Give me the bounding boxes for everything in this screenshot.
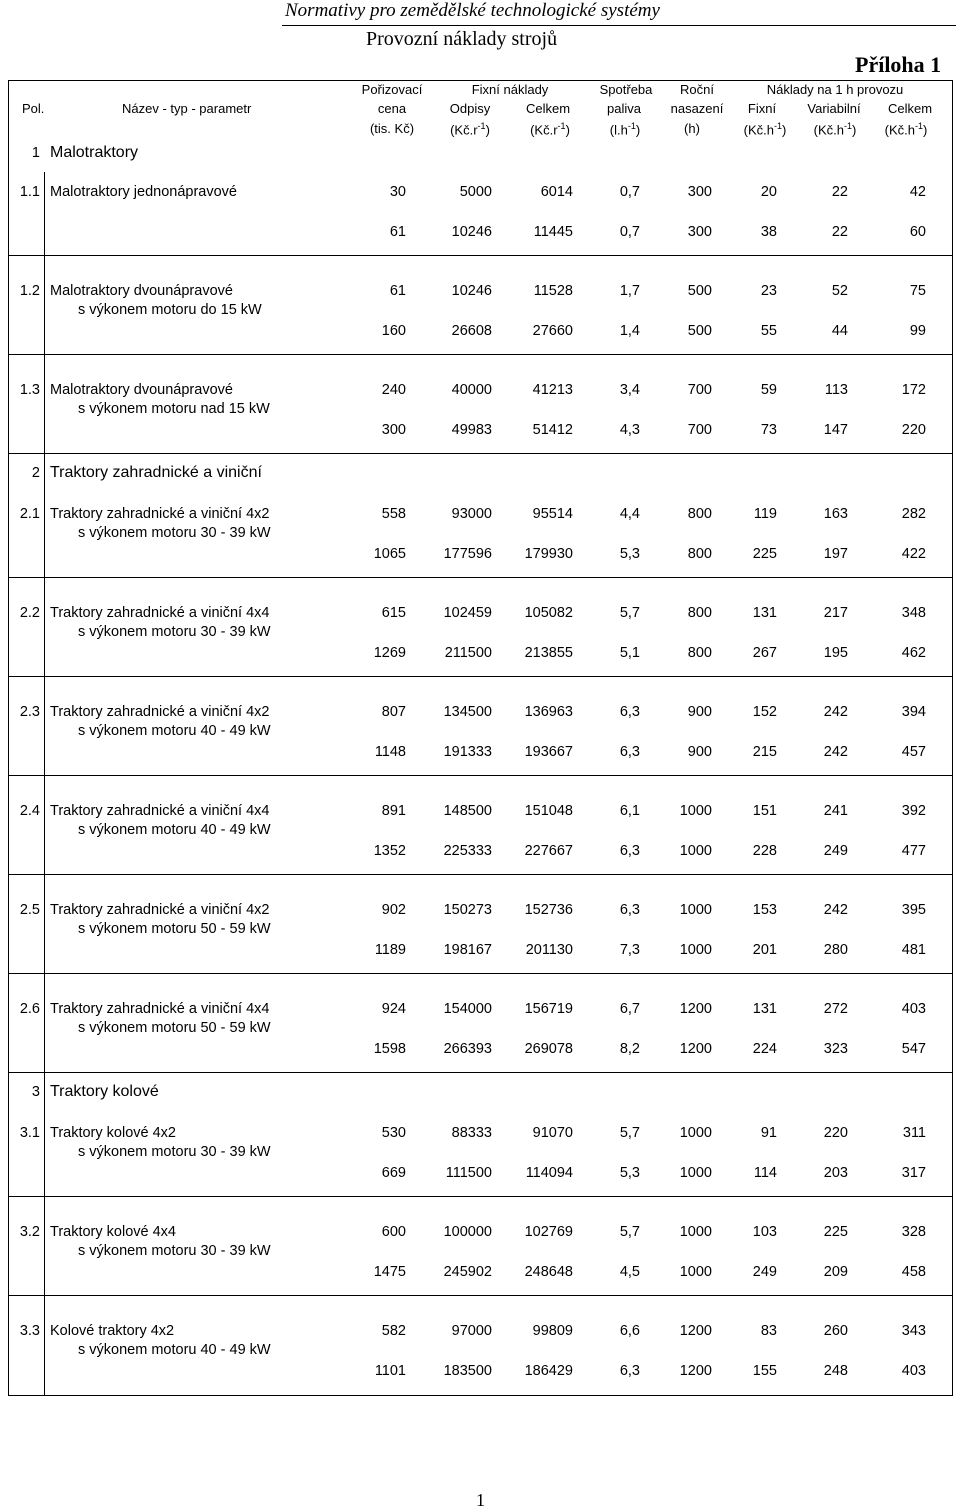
row-separator [8,775,953,776]
table-cell: 1598 [373,1041,406,1057]
item-parameter: s výkonem motoru 50 - 59 kW [78,921,271,937]
table-cell: 211500 [444,645,492,661]
table-cell: 225 [752,546,777,562]
table-cell: 1148 [374,744,406,760]
table-cell: 248 [823,1363,848,1379]
table-cell: 99 [909,323,926,339]
table-cell: 209 [823,1264,848,1280]
table-cell: 300 [687,184,712,200]
pol-column-rule [44,172,45,1396]
table-cell: 7,3 [619,942,640,958]
table-cell: 88333 [451,1125,492,1141]
table-cell: 131 [752,605,777,621]
table-cell: 220 [823,1125,848,1141]
table-cell: 260 [823,1323,848,1339]
table-cell: 6,6 [619,1323,640,1339]
header-rule [282,25,956,26]
table-cell: 114 [753,1165,777,1181]
column-header-name: Název - typ - parametr [122,101,252,116]
table-cell: 700 [687,422,712,438]
table-cell: 11528 [533,283,573,299]
table-cell: 151 [752,803,777,819]
table-cell: 191333 [443,744,492,760]
table-cell: 348 [901,605,926,621]
table-cell: 477 [901,843,926,859]
item-name: Traktory zahradnické a viniční 4x2 [50,506,270,522]
table-cell: 113 [824,382,848,398]
table-cell: 266393 [443,1041,492,1057]
column-header-unit: (tis. Kč) [369,121,415,136]
table-cell: 0,7 [619,184,640,200]
table-cell: 240 [381,382,406,398]
item-name: Traktory zahradnické a viniční 4x4 [50,803,270,819]
table-cell: 147 [823,422,848,438]
table-cell: 73 [760,422,777,438]
table-cell: 458 [901,1264,926,1280]
table-cell: 4,5 [619,1264,640,1280]
column-header-top: Náklady na 1 h provozu [766,82,904,97]
item-name: Traktory zahradnické a viniční 4x4 [50,605,270,621]
item-number: 2.5 [19,902,40,918]
table-cell: 20 [760,184,777,200]
unit-exponent: -1 [627,121,636,131]
table-cell: 23 [760,283,777,299]
item-parameter: s výkonem motoru 30 - 39 kW [78,624,271,640]
table-cell: 6,3 [619,843,640,859]
table-cell: 269078 [524,1041,573,1057]
item-name: Malotraktory dvounápravové [50,382,233,398]
section-title: Traktory kolové [50,1083,159,1100]
series-title: Normativy pro zemědělské technologické systémy [285,0,660,21]
table-cell: 1,4 [619,323,640,339]
table-cell: 395 [901,902,926,918]
column-header-unit: $(l.h^{-1})$ [609,121,641,138]
table-cell: 177596 [443,546,492,562]
section-title: Traktory zahradnické a viniční [50,464,262,481]
table-cell: 105082 [524,605,573,621]
table-cell: 83 [760,1323,777,1339]
table-cell: 317 [901,1165,926,1181]
table-cell: 311 [902,1125,926,1141]
table-cell: 422 [901,546,926,562]
row-separator [8,453,953,454]
table-cell: 323 [823,1041,848,1057]
table-cell: 800 [687,546,712,562]
item-name: Traktory kolové 4x2 [50,1125,176,1141]
column-header-unit: $(Kč.r^{-1})$ [450,121,490,138]
row-separator [8,973,953,974]
column-header-top: Fixní náklady [471,82,549,97]
table-cell: 41213 [532,382,573,398]
table-cell: 186429 [524,1363,573,1379]
table-cell: 227667 [524,843,573,859]
table-cell: 103 [752,1224,777,1240]
table-cell: 1000 [679,942,712,958]
table-cell: 1000 [679,1264,712,1280]
table-cell: 1200 [679,1041,712,1057]
table-cell: 225 [823,1224,848,1240]
table-cell: 582 [381,1323,406,1339]
table-cell: 198167 [443,942,492,958]
table-cell: 4,3 [619,422,640,438]
table-cell: 900 [687,744,712,760]
table-cell: 1200 [679,1001,712,1017]
item-name: Malotraktory dvounápravové [50,283,233,299]
table-cell: 6,7 [619,1001,640,1017]
table-cell: 155 [752,1363,777,1379]
table-cell: 891 [381,803,406,819]
table-cell: 61 [389,283,406,299]
page-title: Provozní náklady strojů [366,28,558,50]
table-cell: 1000 [679,803,712,819]
column-header-sub: Celkem [525,101,571,116]
table-cell: 22 [831,224,848,240]
table-cell: 215 [752,744,777,760]
item-name: Traktory kolové 4x4 [50,1224,176,1240]
table-cell: 1101 [374,1363,406,1379]
table-cell: 5,3 [619,546,640,562]
section-title: Malotraktory [50,144,139,161]
table-cell: 156719 [524,1001,573,1017]
table-cell: 800 [687,645,712,661]
item-number: 2.6 [19,1001,40,1017]
table-cell: 669 [381,1165,406,1181]
table-cell: 1,7 [619,283,640,299]
unit-exponent: -1 [557,121,566,131]
unit-exponent: -1 [843,121,853,131]
table-cell: 131 [752,1001,777,1017]
row-separator [8,874,953,875]
table-cell: 1189 [374,942,406,958]
table-cell: 136963 [524,704,573,720]
table-cell: 6014 [540,184,573,200]
unit-exponent: -1 [477,121,486,131]
table-cell: 119 [753,506,777,522]
table-cell: 152736 [524,902,573,918]
item-name: Traktory zahradnické a viniční 4x2 [50,902,270,918]
table-cell: 600 [381,1224,406,1240]
table-cell: 1352 [373,843,406,859]
table-cell: 10246 [451,224,492,240]
table-cell: 49983 [451,422,492,438]
unit-exponent: -1 [914,121,924,131]
table-cell: 1269 [373,645,406,661]
column-header-sub: Celkem [887,101,933,116]
table-cell: 220 [901,422,926,438]
column-header-sub: Variabilní [807,101,861,116]
table-cell: 3,4 [619,382,640,398]
table-cell: 1000 [679,902,712,918]
table-cell: 328 [901,1224,926,1240]
table-cell: 282 [901,506,926,522]
column-header-top: Roční [680,82,714,97]
table-cell: 800 [687,605,712,621]
column-header-sub: Fixní [747,101,777,116]
table-cell: 807 [381,704,406,720]
table-cell: 225333 [443,843,492,859]
table-cell: 10246 [451,283,492,299]
column-header-sub: nasazení [670,101,724,116]
table-cell: 6,1 [619,803,640,819]
item-number: 1.1 [19,184,40,200]
table-cell: 52 [831,283,848,299]
table-cell: 241 [823,803,848,819]
section-number: 3 [31,1084,40,1100]
row-separator [8,354,953,355]
column-header-unit: $(Kč.h^{-1})$ [813,121,857,138]
item-number: 2.3 [19,704,40,720]
table-cell: 1000 [679,1224,712,1240]
table-cell: 6,3 [619,704,640,720]
table-cell: 160 [381,323,406,339]
table-cell: 150273 [443,902,492,918]
table-cell: 179930 [524,546,573,562]
appendix-label: Příloha 1 [855,52,942,77]
table-cell: 6,3 [619,744,640,760]
table-cell: 59 [760,382,777,398]
row-separator [8,1295,953,1296]
table-cell: 6,3 [619,1363,640,1379]
table-cell: 201130 [525,942,573,958]
table-cell: 42 [909,184,926,200]
table-cell: 300 [687,224,712,240]
table-cell: 5,7 [619,1224,640,1240]
row-separator [8,1072,953,1073]
table-cell: 5,3 [619,1165,640,1181]
item-parameter: s výkonem motoru 40 - 49 kW [78,723,271,739]
table-cell: 22 [831,184,848,200]
table-cell: 154000 [443,1001,492,1017]
table-cell: 558 [381,506,406,522]
table-cell: 55 [760,323,777,339]
item-number: 2.1 [19,506,40,522]
column-header-unit: $(Kč.h^{-1})$ [884,121,928,138]
table-cell: 242 [823,704,848,720]
column-header-unit: $(Kč.r^{-1})$ [530,121,570,138]
item-name: Traktory zahradnické a viniční 4x4 [50,1001,270,1017]
table-cell: 457 [901,744,926,760]
table-cell: 902 [381,902,406,918]
table-cell: 38 [760,224,777,240]
section-number: 1 [31,145,40,161]
table-cell: 300 [381,422,406,438]
column-header-pol: Pol. [22,101,45,116]
item-number: 1.3 [19,382,40,398]
table-cell: 242 [823,902,848,918]
table-cell: 1000 [679,843,712,859]
item-parameter: s výkonem motoru 30 - 39 kW [78,1144,271,1160]
table-cell: 500 [687,323,712,339]
table-cell: 6,3 [619,902,640,918]
table-cell: 148500 [443,803,492,819]
table-cell: 197 [823,546,848,562]
table-cell: 99809 [532,1323,573,1339]
table-cell: 5,7 [619,1125,640,1141]
table-cell: 500 [687,283,712,299]
item-parameter: s výkonem motoru 50 - 59 kW [78,1020,271,1036]
table-cell: 249 [823,843,848,859]
table-cell: 195 [823,645,848,661]
item-parameter: s výkonem motoru nad 15 kW [78,401,270,417]
table-cell: 102459 [443,605,492,621]
table-cell: 5,7 [619,605,640,621]
table-cell: 100000 [443,1224,492,1240]
table-cell: 249 [752,1264,777,1280]
table-cell: 61 [389,224,406,240]
table-cell: 193667 [524,744,573,760]
table-cell: 153 [752,902,777,918]
table-cell: 91070 [532,1125,573,1141]
table-cell: 183500 [443,1363,492,1379]
table-cell: 27660 [532,323,573,339]
table-cell: 11445 [533,224,573,240]
item-number: 3.1 [19,1125,40,1141]
table-cell: 530 [381,1125,406,1141]
table-cell: 1475 [373,1264,406,1280]
table-cell: 272 [823,1001,848,1017]
section-number: 2 [31,465,40,481]
row-separator [8,577,953,578]
table-cell: 1000 [679,1165,712,1181]
table-cell: 8,2 [619,1041,640,1057]
table-cell: 114094 [525,1165,573,1181]
table-cell: 900 [687,704,712,720]
table-cell: 26608 [451,323,492,339]
unit-exponent: -1 [773,121,783,131]
row-separator [8,255,953,256]
table-cell: 1200 [679,1323,712,1339]
table-cell: 60 [909,224,926,240]
table-cell: 242 [823,744,848,760]
item-parameter: s výkonem motoru do 15 kW [78,302,262,318]
row-separator [8,1196,953,1197]
table-cell: 1065 [373,546,406,562]
item-number: 1.2 [19,283,40,299]
table-cell: 5000 [459,184,492,200]
table-cell: 172 [901,382,926,398]
column-header-sub: paliva [607,101,641,116]
item-parameter: s výkonem motoru 30 - 39 kW [78,1243,271,1259]
table-cell: 75 [909,283,926,299]
table-cell: 615 [381,605,406,621]
item-number: 2.2 [19,605,40,621]
item-name: Malotraktory jednonápravové [50,184,237,200]
table-cell: 152 [752,704,777,720]
table-cell: 1200 [679,1363,712,1379]
table-cell: 91 [760,1125,777,1141]
table-cell: 481 [901,942,926,958]
table-cell: 267 [752,645,777,661]
table-cell: 224 [752,1041,777,1057]
table-cell: 30 [389,184,406,200]
column-header-unit: (h) [684,121,700,136]
table-cell: 343 [901,1323,926,1339]
table-cell: 111500 [445,1165,492,1181]
column-header-unit: $(Kč.h^{-1})$ [743,121,787,138]
column-header-top: Spotřeba [599,82,653,97]
page-number: 1 [476,1490,485,1510]
table-cell: 248648 [524,1264,573,1280]
table-cell: 95514 [532,506,573,522]
table-cell: 93000 [451,506,492,522]
table-cell: 5,1 [619,645,640,661]
item-name: Kolové traktory 4x2 [50,1323,175,1339]
table-cell: 163 [823,506,848,522]
table-cell: 97000 [451,1323,492,1339]
table-cell: 213855 [524,645,573,661]
item-number: 3.2 [19,1224,40,1240]
column-header-top: Pořizovací [361,82,423,97]
table-cell: 201 [752,942,777,958]
table-cell: 134500 [443,704,492,720]
table-cell: 547 [901,1041,926,1057]
table-cell: 228 [752,843,777,859]
item-number: 2.4 [19,803,40,819]
table-cell: 0,7 [619,224,640,240]
item-number: 3.3 [19,1323,40,1339]
item-parameter: s výkonem motoru 40 - 49 kW [78,1342,271,1358]
table-cell: 280 [823,942,848,958]
table-cell: 4,4 [619,506,640,522]
table-cell: 151048 [524,803,573,819]
table-cell: 40000 [451,382,492,398]
item-parameter: s výkonem motoru 40 - 49 kW [78,822,271,838]
row-separator [8,676,953,677]
table-cell: 203 [823,1165,848,1181]
table-cell: 924 [381,1001,406,1017]
table-cell: 800 [687,506,712,522]
table-cell: 392 [901,803,926,819]
table-cell: 1000 [679,1125,712,1141]
table-cell: 44 [831,323,848,339]
item-parameter: s výkonem motoru 30 - 39 kW [78,525,271,541]
table-cell: 102769 [524,1224,573,1240]
table-cell: 403 [901,1001,926,1017]
column-header-sub: cena [377,101,407,116]
table-cell: 217 [823,605,848,621]
table-cell: 700 [687,382,712,398]
table-cell: 462 [901,645,926,661]
column-header-sub: Odpisy [449,101,491,116]
table-cell: 394 [901,704,926,720]
table-cell: 403 [901,1363,926,1379]
table-cell: 51412 [532,422,573,438]
item-name: Traktory zahradnické a viniční 4x2 [50,704,270,720]
table-cell: 245902 [443,1264,492,1280]
